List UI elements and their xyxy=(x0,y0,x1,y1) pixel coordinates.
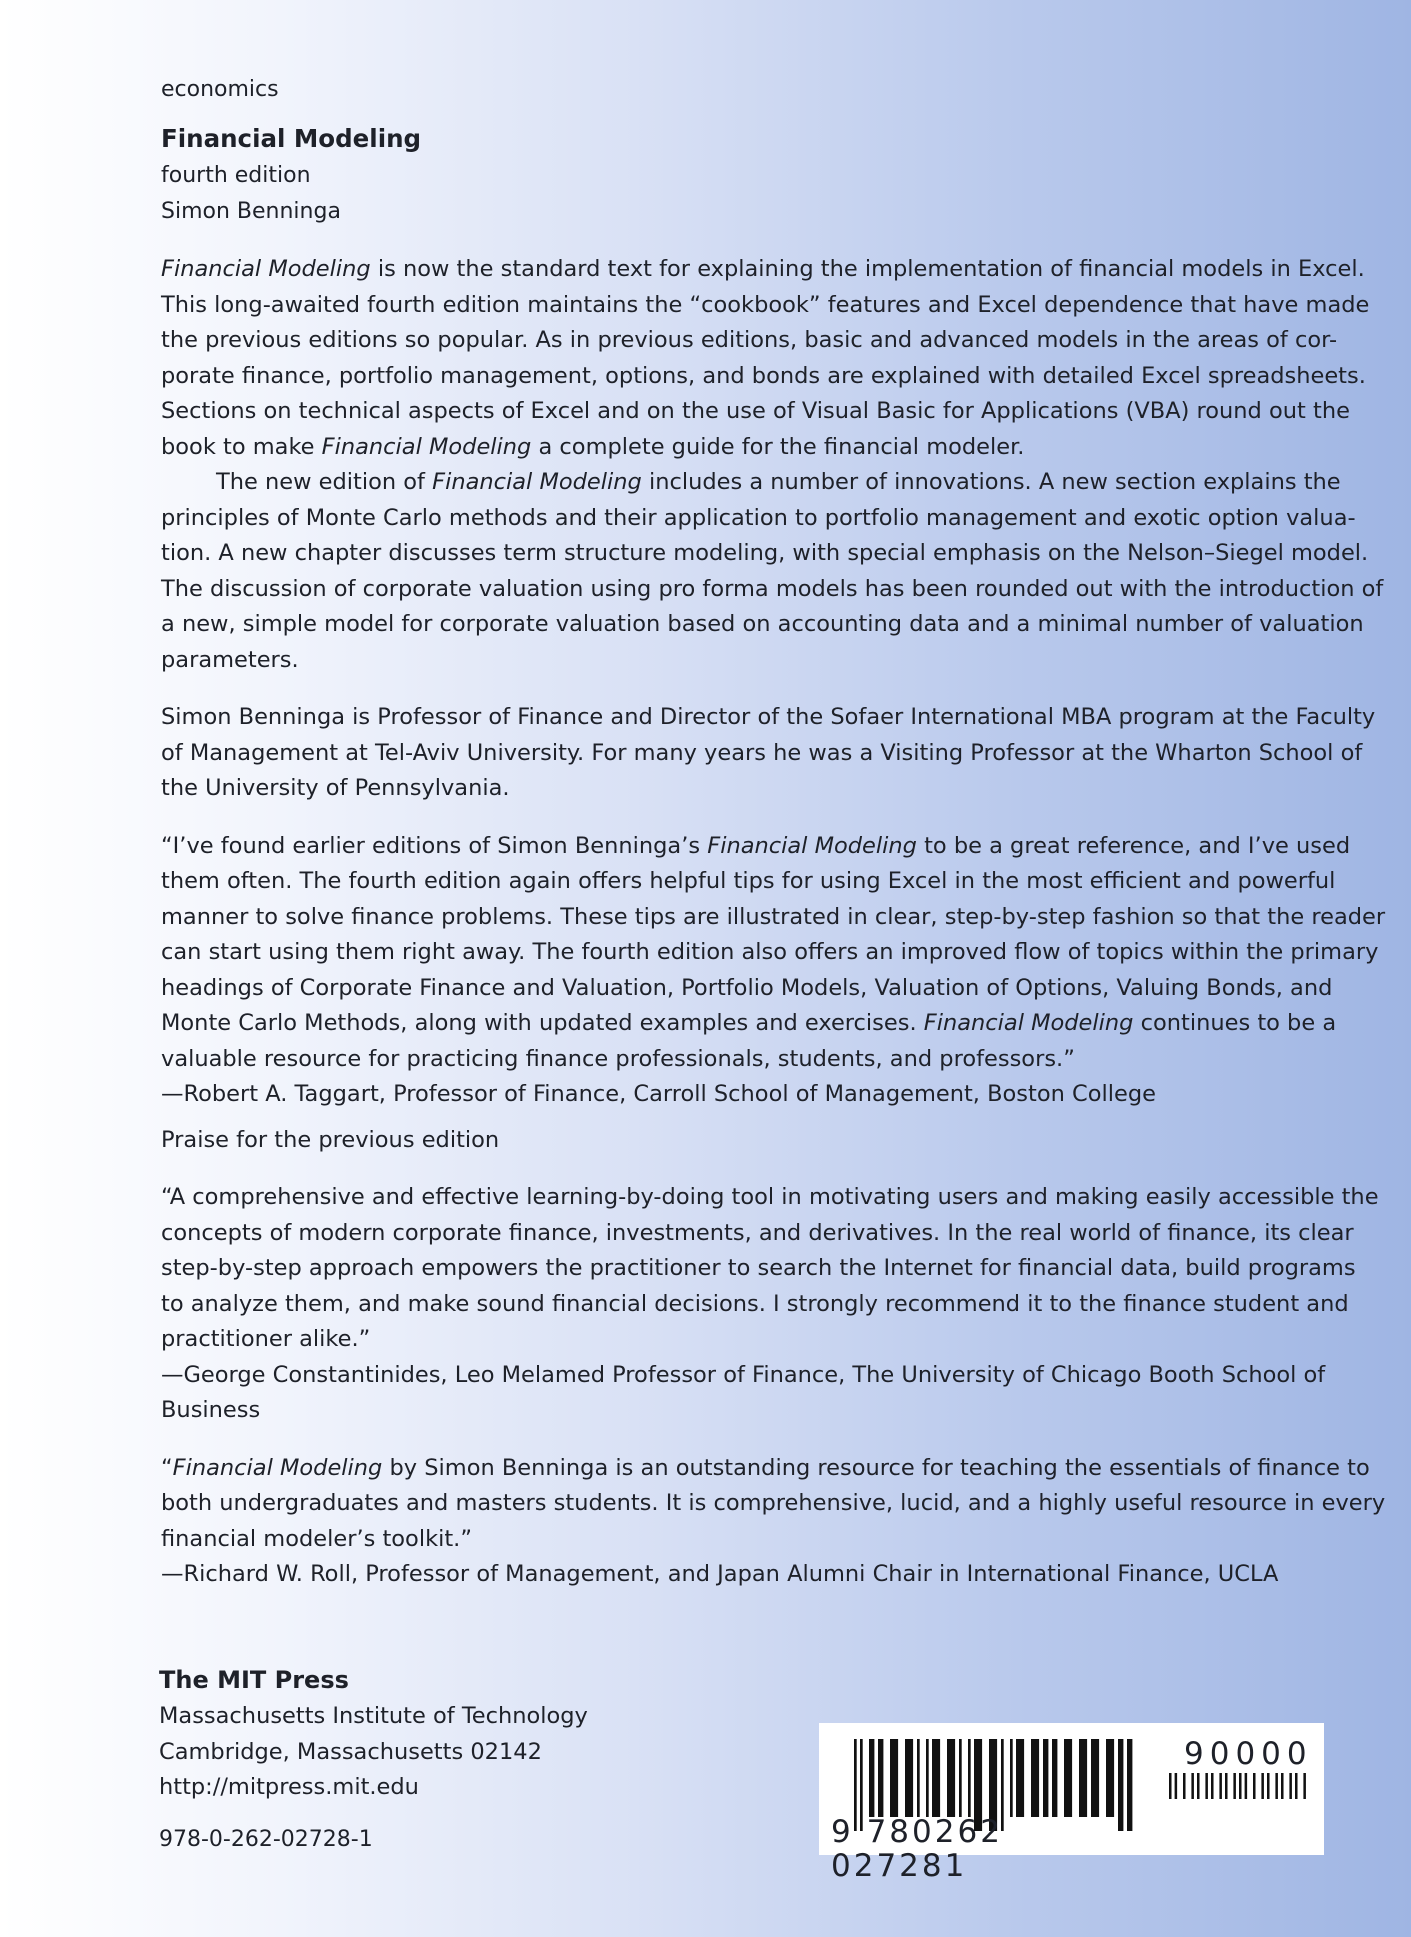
book-title-italic: Financial Modeling xyxy=(172,1454,383,1481)
barcode-bar xyxy=(905,1739,913,1817)
barcode-bar xyxy=(1267,1773,1270,1799)
text-segment: a complete guide for the financial modeler. xyxy=(531,433,1025,460)
publisher-address-2: Cambridge, Massachusetts 02142 xyxy=(159,1738,542,1765)
description-paragraph-1 xyxy=(161,252,1370,465)
text-line: the previous editions so popular. As in previous editions, basic and advanced models in the areas of cor- xyxy=(161,327,1338,353)
book-title-italic: Financial Modeling xyxy=(432,469,642,495)
book-title-italic: Financial Modeling xyxy=(923,1010,1134,1036)
barcode-bar xyxy=(1239,1773,1242,1799)
barcode-bar xyxy=(1183,1773,1186,1799)
text-line: them often. The fourth edition again offers helpful tips for using Excel in the most efficient and powerful xyxy=(161,868,1336,894)
barcode-addon-digits: 90000 xyxy=(1184,1736,1313,1772)
barcode-bar xyxy=(1052,1739,1057,1817)
text-line xyxy=(161,430,1331,466)
book-title: Financial Modeling xyxy=(161,124,422,153)
barcode-bar xyxy=(1289,1773,1292,1799)
book-author: Simon Benninga xyxy=(161,199,341,224)
text-line: practitioner alike.” xyxy=(161,1326,371,1352)
back-cover-text xyxy=(161,72,1386,1593)
text-line: porate finance, portfolio management, options, and bonds are explained with detailed Excel spreadsheets. xyxy=(161,362,1366,389)
barcode-bar xyxy=(1127,1739,1132,1831)
text-line: The discussion of corporate valuation using pro forma models has been rounded out with the introduction of xyxy=(161,575,1384,602)
publisher-name: The MIT Press xyxy=(159,1666,349,1694)
praise-heading: Praise for the previous edition xyxy=(161,1126,500,1153)
text-segment: The new edition of xyxy=(216,469,433,495)
barcode-bar xyxy=(959,1739,962,1817)
barcode-bar xyxy=(878,1739,883,1817)
book-title-italic: Financial Modeling xyxy=(161,256,371,282)
book-edition: fourth edition xyxy=(161,163,311,188)
barcode-bar xyxy=(869,1739,874,1817)
text-line: headings of Corporate Finance and Valuation, Portfolio Models, Valuation of Options, Valuing Bonds, and xyxy=(161,974,1333,1001)
text-line: —Richard W. Roll, Professor of Management, and Japan Alumni Chair in International Finance, UCLA xyxy=(161,1561,1279,1587)
text-line: both undergraduates and masters students. It is comprehensive, lucid, and a highly useful resource in every xyxy=(161,1490,1386,1516)
barcode-bar xyxy=(1225,1773,1228,1799)
isbn: 978-0-262-02728-1 xyxy=(159,1827,373,1852)
barcode-bar xyxy=(932,1739,940,1817)
text-line: “A comprehensive and effective learning-by-doing tool in motivating users and making easily accessible the xyxy=(161,1184,1379,1210)
text-line: can start using them right away. The fourth edition also offers an improved flow of topics within the primary xyxy=(161,939,1379,965)
publisher-block xyxy=(159,1661,588,1806)
text-line: a new, simple model for corporate valuation based on accounting data and a minimal number of valuation xyxy=(161,611,1364,637)
barcode-addon-bars xyxy=(1169,1773,1309,1813)
text-line: the University of Pennsylvania. xyxy=(161,775,510,801)
barcode-bar xyxy=(968,1739,971,1817)
text-line: This long-awaited fourth edition maintains the “cookbook” features and Excel dependence that have made xyxy=(161,291,1370,318)
text-line: valuable resource for practicing finance professionals, students, and professors.” xyxy=(161,1045,1075,1072)
barcode-bar xyxy=(1031,1739,1039,1817)
barcode-bar xyxy=(1175,1773,1178,1799)
text-line: —George Constantinides, Leo Melamed Professor of Finance, The University of Chicago Booth School of xyxy=(161,1361,1326,1388)
text-line: Business xyxy=(161,1397,261,1423)
barcode-bar xyxy=(1191,1773,1194,1799)
quote-constantinides xyxy=(161,1180,1379,1429)
barcode-bar xyxy=(1253,1773,1256,1799)
barcode-bar xyxy=(917,1739,920,1817)
text-line: parameters. xyxy=(161,646,299,673)
barcode-bar xyxy=(1205,1773,1208,1799)
text-line: Simon Benninga is Professor of Finance and Director of the Sofaer International MBA program at the Faculty xyxy=(161,704,1376,730)
text-segment: Monte Carlo Methods, along with updated examples and exercises. xyxy=(161,1010,924,1036)
barcode-bar xyxy=(1219,1773,1222,1799)
description-paragraph-2 xyxy=(161,465,1384,678)
category-label: economics xyxy=(161,77,279,102)
text-segment: includes a number of innovations. A new section explains the xyxy=(641,469,1341,495)
text-segment: “ xyxy=(161,1454,173,1481)
text-segment: book to make xyxy=(161,433,322,460)
text-line: concepts of modern corporate finance, investments, and derivatives. In the real world of finance, its clear xyxy=(161,1219,1354,1246)
barcode-bar xyxy=(1275,1773,1278,1799)
text-segment: by Simon Benninga is an outstanding resource for teaching the essentials of finance to xyxy=(382,1454,1370,1481)
quote-roll xyxy=(161,1451,1386,1593)
barcode-bar xyxy=(1303,1773,1306,1799)
text-segment: to be a great reference, and I’ve used xyxy=(916,832,1351,859)
text-segment: “I’ve found earlier editions of Simon Benninga’s xyxy=(161,832,708,859)
barcode-bar xyxy=(1091,1739,1099,1817)
barcode-bar xyxy=(1079,1739,1087,1817)
text-line xyxy=(161,1006,1337,1042)
barcode xyxy=(819,1723,1324,1884)
barcode-bar xyxy=(1295,1773,1298,1799)
text-line: tion. A new chapter discusses term structure modeling, with special emphasis on the Nelson–Siegel model. xyxy=(161,540,1369,566)
book-title-italic: Financial Modeling xyxy=(321,433,532,460)
text-segment: continues to be a xyxy=(1133,1010,1337,1036)
book-title-italic: Financial Modeling xyxy=(707,832,917,859)
text-line: step-by-step approach empowers the practitioner to search the Internet for financial data, build programs xyxy=(161,1255,1356,1281)
barcode-bar xyxy=(1064,1739,1072,1817)
text-line: —Robert A. Taggart, Professor of Finance, Carroll School of Management, Boston College xyxy=(161,1081,1156,1107)
barcode-bar xyxy=(890,1739,898,1817)
text-line: of Management at Tel-Aviv University. For many years he was a Visiting Professor at the Wharton School of xyxy=(161,739,1363,766)
barcode-bar xyxy=(1233,1773,1236,1799)
barcode-bar xyxy=(926,1739,929,1817)
barcode-bar xyxy=(1169,1773,1172,1799)
barcode-bar xyxy=(1016,1739,1024,1817)
barcode-bar xyxy=(1106,1739,1114,1817)
barcode-bar xyxy=(1118,1739,1123,1831)
publisher-address-1: Massachusetts Institute of Technology xyxy=(159,1703,588,1729)
barcode-bar xyxy=(1281,1773,1284,1799)
text-line xyxy=(161,829,1351,865)
description xyxy=(161,252,1384,678)
author-bio xyxy=(161,700,1376,807)
text-line: manner to solve finance problems. These tips are illustrated in clear, step-by-step fashion so that the reader xyxy=(161,903,1386,930)
barcode-bar xyxy=(1211,1773,1214,1799)
text-line xyxy=(161,1451,1370,1487)
barcode-bar xyxy=(1245,1773,1248,1799)
barcode-ean-digits: 9 780262 027281 xyxy=(831,1814,1003,1884)
barcode-bar xyxy=(947,1739,955,1817)
barcode-bar xyxy=(1197,1773,1200,1799)
text-line: Sections on technical aspects of Excel and on the use of Visual Basic for Applications (VBA) round out the xyxy=(161,398,1350,424)
barcode-bar xyxy=(1261,1773,1264,1799)
barcode-bar xyxy=(1043,1739,1048,1817)
text-segment: is now the standard text for explaining the implementation of financial models in Excel. xyxy=(370,256,1365,282)
text-line: to analyze them, and make sound financial decisions. I strongly recommend it to the finance student and xyxy=(161,1290,1349,1317)
publisher-url: http://mitpress.mit.edu xyxy=(159,1774,419,1800)
barcode-bar xyxy=(1010,1739,1013,1817)
text-line xyxy=(161,252,1365,288)
text-line xyxy=(161,465,1341,501)
text-line: principles of Monte Carlo methods and their application to portfolio management and exotic option valua- xyxy=(161,504,1356,531)
text-line: financial modeler’s toolkit.” xyxy=(161,1525,472,1552)
quote-taggart xyxy=(161,829,1386,1113)
